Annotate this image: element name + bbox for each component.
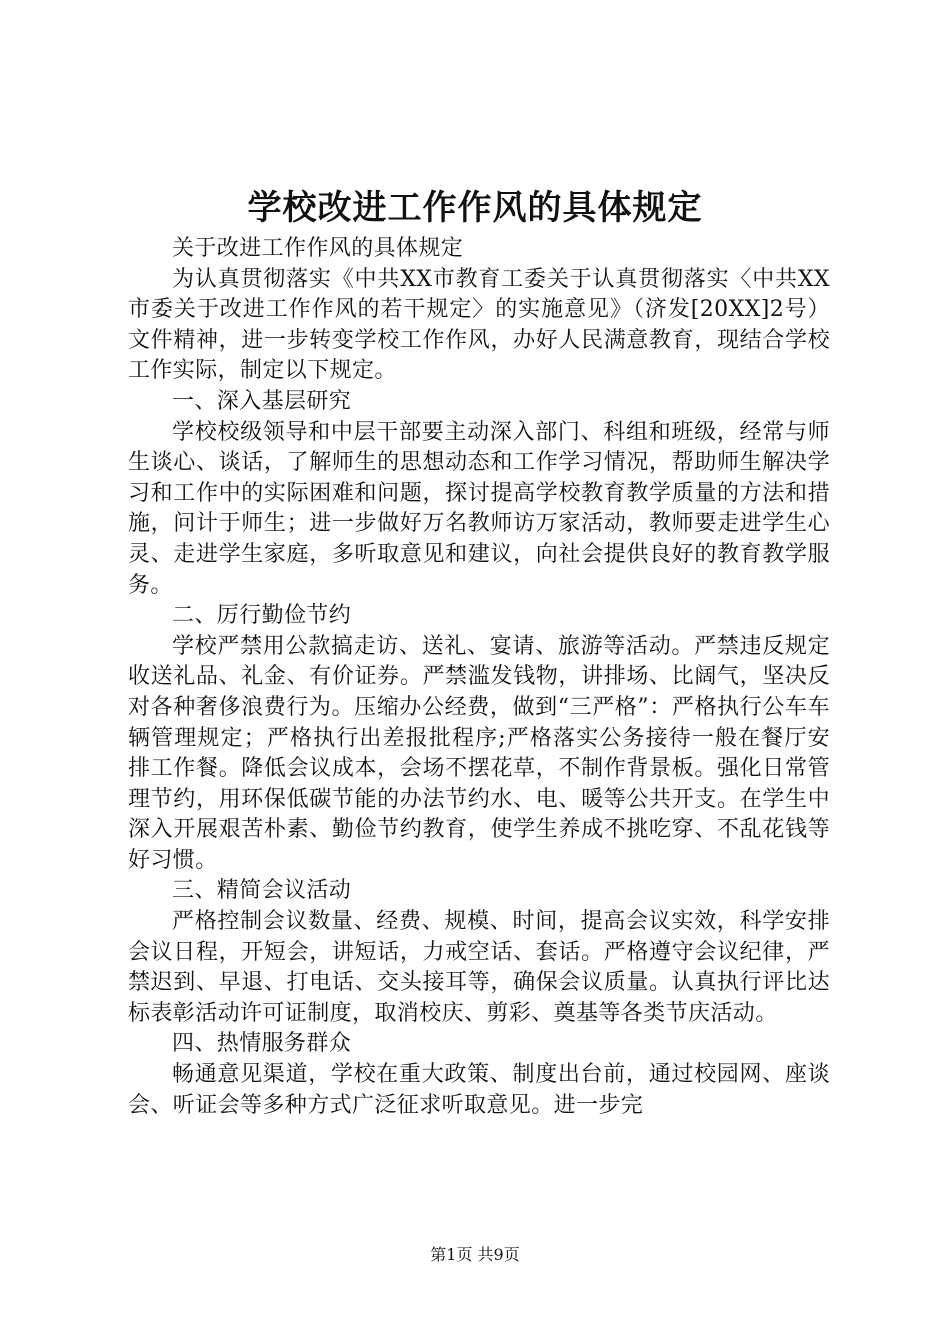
intro-paragraph: 为认真贯彻落实《中共XX市教育工委关于认真贯彻落实〈中共XX市委关于改进工作作风的若干规定〉的实施意见》（济发[20XX]2号）文件精神，进一步转变学校工作作风，办好人民满意教育，现结合学校工作实际，制定以下规定。 <box>128 266 830 384</box>
subtitle-paragraph: 关于改进工作作风的具体规定 <box>172 236 464 261</box>
document-body <box>128 234 830 1121</box>
section-body-3: 严格控制会议数量、经费、规模、时间，提高会议实效，科学安排会议日程，开短会，讲短话，力戒空话、套话。严格遵守会议纪律，严禁迟到、早退、打电话、交头接耳等，确保会议质量。认真执行评比达标表彰活动许可证制度，取消校庆、剪彩、奠基等各类节庆活动。 <box>128 909 830 1026</box>
section-heading-4: 四、热情服务群众 <box>172 1031 352 1057</box>
section-heading-2: 二、厉行勤俭节约 <box>172 603 352 629</box>
section-heading-1: 一、深入基层研究 <box>172 388 352 414</box>
document-title: 学校改进工作作风的具体规定 <box>247 188 703 228</box>
section-body-1: 学校校级领导和中层干部要主动深入部门、科组和班级，经常与师生谈心、谈话，了解师生的思想动态和工作学习情况，帮助师生解决学习和工作中的实际困难和问题，探讨提高学校教育教学质量的方法和措施，问计于师生；进一步做好万名教师访万家活动，教师要走进学生心灵、走进学生家庭，多听取意见和建议，向社会提供良好的教育教学服务。 <box>128 419 830 598</box>
page-number: 第1页 共9页 <box>430 1245 520 1264</box>
section-body-4: 畅通意见渠道，学校在重大政策、制度出台前，通过校园网、座谈会、听证会等多种方式广泛征求听取意见。进一步完 <box>128 1062 830 1118</box>
section-body-2: 学校严禁用公款搞走访、送礼、宴请、旅游等活动。严禁违反规定收送礼品、礼金、有价证券。严禁滥发钱物，讲排场、比阔气，坚决反对各种奢侈浪费行为。压缩办公经费，做到“三严格”：严格执行公车车辆管理规定；严格执行出差报批程序;严格落实公务接待一般在餐厅安排工作餐。降低会议成本，会场不摆花草，不制作背景板。强化日常管理节约，用环保低碳节能的办法节约水、电、暖等公共开支。在学生中深入开展艰苦朴素、勤俭节约教育，使学生养成不挑吃穿、不乱花钱等好习惯。 <box>128 633 830 873</box>
section-heading-3: 三、精简会议活动 <box>172 878 352 904</box>
